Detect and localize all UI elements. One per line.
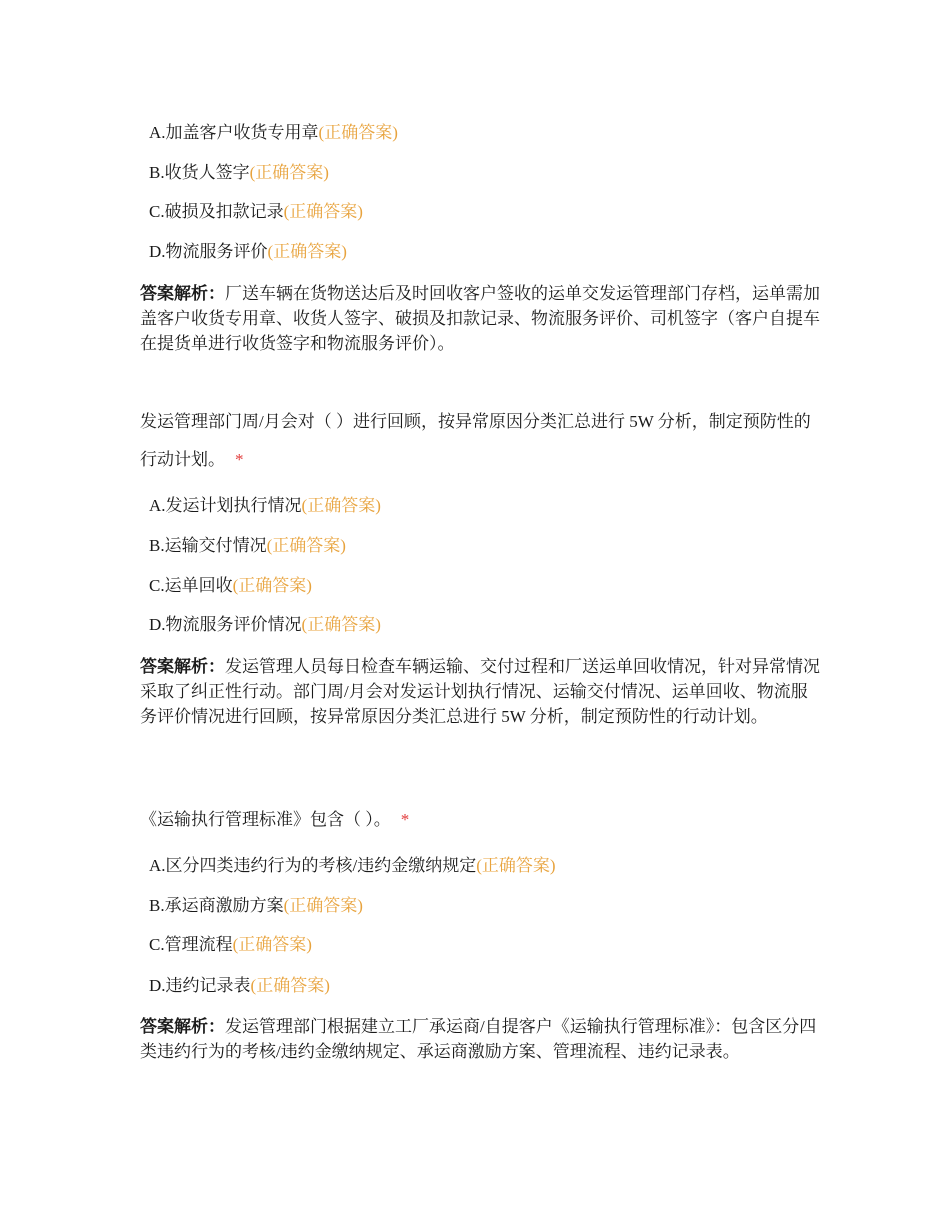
q3-stem bbox=[140, 801, 820, 839]
q2-option-c[interactable] bbox=[149, 574, 312, 598]
question-text: 发运管理部门周/月会对（ ）进行回顾，按异常原因分类汇总进行 5W 分析，制定预防性的行动计划。 bbox=[140, 412, 811, 469]
q2-option-d[interactable] bbox=[149, 613, 381, 637]
option-text: B.运输交付情况 bbox=[149, 536, 267, 555]
q2-answer-analysis bbox=[140, 654, 820, 729]
option-text: D.物流服务评价情况 bbox=[149, 615, 302, 634]
correct-answer-tag: (正确答案) bbox=[318, 123, 398, 142]
correct-answer-tag: (正确答案) bbox=[232, 576, 312, 595]
correct-answer-tag: (正确答案) bbox=[301, 496, 381, 515]
q1-answer-analysis bbox=[140, 281, 820, 356]
correct-answer-tag: (正确答案) bbox=[476, 856, 556, 875]
correct-answer-tag: (正确答案) bbox=[267, 242, 347, 261]
analysis-text: 发运管理部门根据建立工厂承运商/自提客户《运输执行管理标准》：包含区分四类违约行为的考核/违约金缴纳规定、承运商激励方案、管理流程、违约记录表。 bbox=[140, 1017, 817, 1061]
q3-option-c[interactable] bbox=[149, 933, 312, 957]
analysis-label: 答案解析： bbox=[140, 1017, 225, 1036]
option-text: B.收货人签字 bbox=[149, 163, 250, 182]
correct-answer-tag: (正确答案) bbox=[250, 976, 330, 995]
question-text: 《运输执行管理标准》包含（ ）。 bbox=[140, 810, 391, 829]
option-text: C.管理流程 bbox=[149, 935, 233, 954]
option-text: C.破损及扣款记录 bbox=[149, 202, 284, 221]
option-text: D.违约记录表 bbox=[149, 976, 251, 995]
correct-answer-tag: (正确答案) bbox=[232, 935, 312, 954]
correct-answer-tag: (正确答案) bbox=[266, 536, 346, 555]
q1-option-b[interactable] bbox=[149, 161, 329, 185]
q2-option-a[interactable] bbox=[149, 494, 381, 518]
analysis-text: 厂送车辆在货物送达后及时回收客户签收的运单交发运管理部门存档，运单需加盖客户收货专用章、收货人签字、破损及扣款记录、物流服务评价、司机签字（客户自提车在提货单进行收货签字和物流服务评价）。 bbox=[140, 284, 820, 353]
analysis-text: 发运管理人员每日检查车辆运输、交付过程和厂送运单回收情况，针对异常情况采取了纠正性行动。部门周/月会对发运计划执行情况、运输交付情况、运单回收、物流服务评价情况进行回顾，按异常原因分类汇总进行 5W 分析，制定预防性的行动计划。 bbox=[140, 657, 820, 726]
q3-option-a[interactable] bbox=[149, 854, 556, 878]
q2-option-b[interactable] bbox=[149, 534, 346, 558]
correct-answer-tag: (正确答案) bbox=[249, 163, 329, 182]
option-text: A.发运计划执行情况 bbox=[149, 496, 302, 515]
q1-option-c[interactable] bbox=[149, 200, 363, 224]
correct-answer-tag: (正确答案) bbox=[283, 202, 363, 221]
option-text: A.区分四类违约行为的考核/违约金缴纳规定 bbox=[149, 856, 477, 875]
option-text: C.运单回收 bbox=[149, 576, 233, 595]
option-text: A.加盖客户收货专用章 bbox=[149, 123, 319, 142]
required-mark: * bbox=[400, 810, 410, 829]
q2-stem bbox=[140, 403, 820, 479]
correct-answer-tag: (正确答案) bbox=[301, 615, 381, 634]
option-text: B.承运商激励方案 bbox=[149, 896, 284, 915]
correct-answer-tag: (正确答案) bbox=[283, 896, 363, 915]
option-text: D.物流服务评价 bbox=[149, 242, 268, 261]
q3-option-b[interactable] bbox=[149, 894, 363, 918]
required-mark: * bbox=[235, 450, 244, 469]
analysis-label: 答案解析： bbox=[140, 657, 225, 676]
q1-option-d[interactable] bbox=[149, 240, 347, 264]
q3-option-d[interactable] bbox=[149, 974, 330, 998]
q1-option-a[interactable] bbox=[149, 121, 398, 145]
q3-answer-analysis bbox=[140, 1014, 820, 1064]
analysis-label: 答案解析： bbox=[140, 284, 225, 303]
